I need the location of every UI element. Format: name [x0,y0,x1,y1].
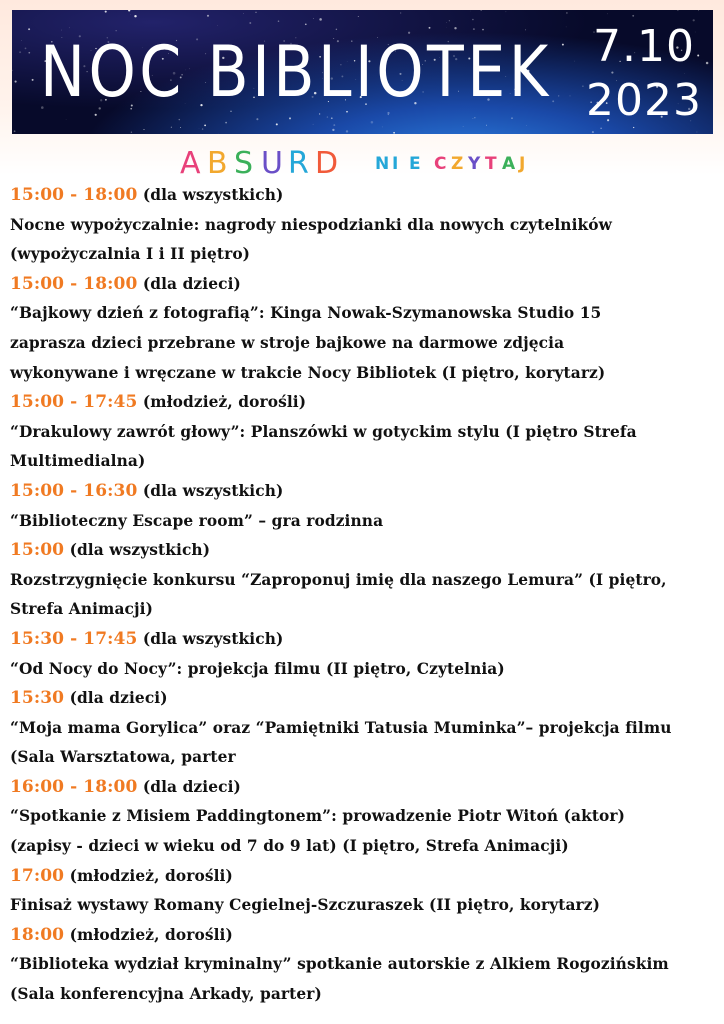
event-audience: (dla dzieci) [69,689,168,708]
event-title: NOC BIBLIOTEK [40,31,552,113]
star [128,10,130,12]
star [278,20,280,22]
star [454,27,456,29]
event-time: 18:00 [10,924,65,945]
star [207,15,209,17]
logo-sub-letter: A [502,154,516,174]
star [506,11,507,12]
event-time: 15:00 - 16:30 [10,480,138,501]
star [388,114,389,115]
star [446,22,447,23]
event-date-day: 7.10 [593,21,695,72]
event-date-year: 2023 [586,75,702,126]
event-description-line: “Biblioteka wydział kryminalny” spotkanie autorskie z Alkiem Rogozińskim [10,955,669,974]
star [382,127,383,128]
logo-letter: U [261,146,283,181]
star [319,113,320,114]
star [12,70,13,71]
star [179,119,180,120]
star [706,62,709,65]
star [566,27,567,28]
event-description-line: (Sala Warsztatowa, parter [10,748,236,767]
event-audience: (dla wszystkich) [142,629,284,648]
star [558,95,559,96]
star [180,127,181,128]
event-header [10,270,714,300]
logo-sub-letter: Z [451,154,464,174]
logo-main-text [180,146,338,181]
star [333,124,335,126]
event-description-line: Multimedialna) [10,452,146,471]
star [204,125,206,127]
logo-letter: S [234,146,254,181]
event-header [10,536,714,566]
event-time: 15:00 - 17:45 [10,392,138,413]
event-audience: (dla wszystkich) [142,186,284,204]
star [472,118,473,119]
event-date [584,20,704,128]
star [19,51,21,53]
event-description-line: “Od Nocy do Nocy”: projekcja filmu (II piętro, Czytelnia) [10,659,505,678]
event-audience: (młodzież, dorośli) [69,866,233,885]
event-header [10,921,714,951]
star [256,12,257,13]
star [474,117,475,118]
event-audience: (dla dzieci) [142,777,241,796]
event-time: 15:30 - 17:45 [10,628,138,649]
star [217,25,218,26]
event-time: 16:00 - 18:00 [10,776,138,797]
star [552,100,554,102]
event-header [10,181,714,211]
star [327,116,328,117]
star [225,122,227,124]
star [486,125,487,126]
event-time: 15:30 [10,688,65,709]
event-description-line: Finisaż wystawy Romany Cegielnej-Szczuraszek (II piętro, korytarz) [10,896,600,915]
star [570,96,571,97]
star [69,27,70,28]
star [696,132,697,133]
star [131,132,132,133]
star [473,28,475,30]
logo-sub-text [375,154,525,174]
star [276,123,278,125]
star [313,18,314,19]
star [289,117,291,119]
star [331,117,333,119]
star [105,11,107,13]
logo-letter: A [180,146,201,181]
star [66,119,67,120]
logo-letter: R [288,146,309,181]
star [449,20,450,21]
event-time: 15:00 - 18:00 [10,185,138,205]
star [429,27,431,29]
program-list [10,181,714,1010]
logo-sub-letter: N [375,154,390,174]
star [319,18,322,21]
event-description-line: zaprasza dzieci przebrane w stroje bajkowe na darmowe zdjęcia [10,333,565,352]
star [481,10,482,11]
event-header [10,862,714,892]
event-header [10,625,714,655]
logo-sub-letter: J [519,154,526,174]
logo-letter: B [207,146,228,181]
event-description-line: “Spotkanie z Misiem Paddingtonem”: prowadzenie Piotr Witoń (aktor) [10,807,626,826]
event-header [10,477,714,507]
star [566,12,567,13]
star [511,118,512,119]
star [202,128,203,129]
star [592,131,594,133]
event-time: 15:00 - 18:00 [10,273,138,294]
star [249,22,251,24]
star [574,61,575,62]
star [562,44,564,46]
event-description-line: (wypożyczalnia I i II piętro) [10,245,251,264]
event-description-line: “Bajkowy dzień z fotografią”: Kinga Nowak-Szymanowska Studio 15 [10,304,602,323]
event-description-line: “Moja mama Gorylica” oraz “Pamiętniki Tatusia Muminka”– projekcja filmu [10,718,672,737]
event-time: 15:00 [10,540,65,561]
star [346,130,348,132]
star [144,129,145,130]
star [15,81,17,83]
star [371,121,374,124]
star [358,16,359,17]
event-time: 17:00 [10,865,65,886]
event-header [10,388,714,418]
event-description-line: “Biblioteczny Escape room” – gra rodzinna [10,511,384,530]
logo-sub-letter: Y [468,154,481,174]
star [243,13,244,14]
event-description-line: “Drakulowy zawrót głowy”: Planszówki w gotyckim stylu (I piętro Strefa [10,422,637,441]
star [21,40,22,41]
absurd-logo [180,142,550,182]
event-audience: (młodzież, dorośli) [142,393,307,412]
star [130,14,131,15]
logo-sub-letter: C [434,154,447,174]
star [134,15,136,17]
event-description-line: (zapisy - dzieci w wieku od 7 do 9 lat) (I piętro, Strefa Animacji) [10,837,569,856]
star [677,10,678,11]
star [95,114,97,116]
star [305,23,307,25]
event-audience: (młodzież, dorośli) [69,925,233,944]
star [171,127,172,128]
star [32,79,34,81]
star [400,12,401,13]
event-header [10,684,714,714]
event-audience: (dla dzieci) [142,274,241,293]
event-audience: (dla wszystkich) [142,481,284,500]
star [698,10,699,11]
event-header [10,773,714,803]
logo-sub-letter: I [392,154,399,174]
star [332,129,334,131]
star [28,52,30,54]
event-description-line: Nocne wypożyczalnie: nagrody niespodzianki dla nowych czytelników [10,215,613,234]
star [336,29,337,30]
star [463,126,464,127]
event-description-line: wykonywane i wręczane w trakcie Nocy Bibliotek (I piętro, korytarz) [10,363,606,382]
star [472,19,474,21]
event-description-line: Strefa Animacji) [10,600,153,619]
star [25,48,27,50]
logo-letter: D [315,146,339,181]
event-audience: (dla wszystkich) [69,541,211,560]
star [256,118,258,120]
event-description-line: Rozstrzygnięcie konkursu “Zaproponuj imię dla naszego Lemura” (I piętro, [10,570,667,589]
star [393,132,395,134]
star [313,124,314,125]
star [14,130,16,132]
header-banner [12,10,713,134]
event-description-line: (Sala konferencyjna Arkady, parter) [10,985,322,1004]
logo-sub-letter: T [485,154,497,174]
star [632,15,634,17]
star [28,28,30,30]
logo-sub-letter: E [409,154,421,174]
